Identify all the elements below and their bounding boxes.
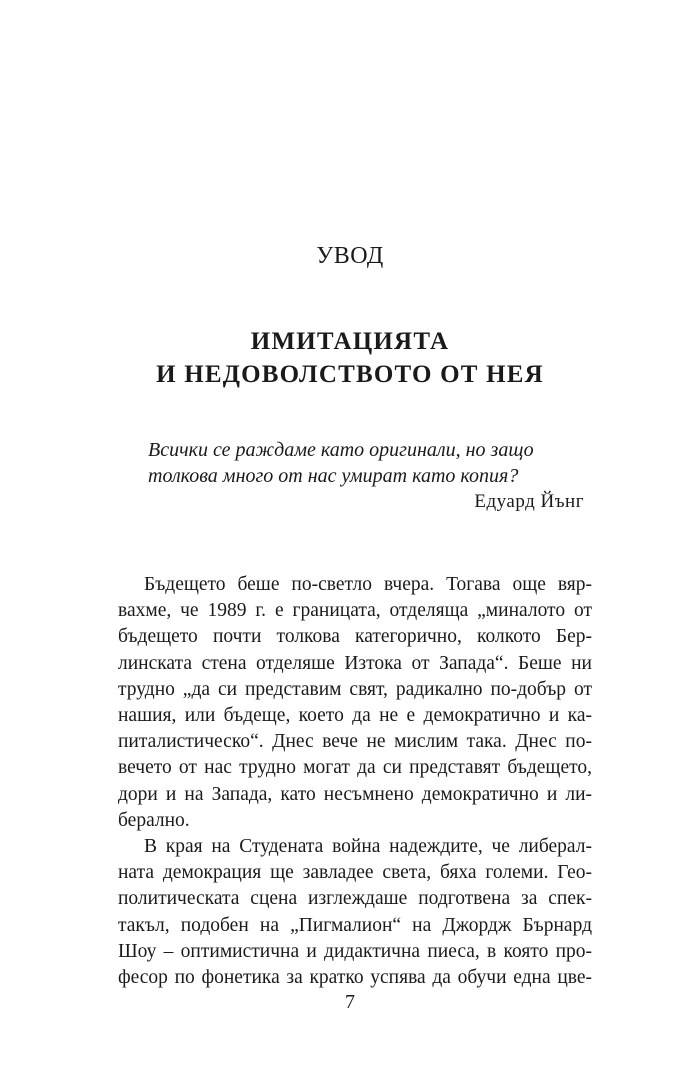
page-number: 7 xyxy=(345,991,355,1013)
text-line: В края на Студената война надеждите, че либерал- xyxy=(144,836,592,858)
text-line: дори и на Запада, като несъмнено демократично и ли- xyxy=(118,783,592,805)
section-label: УВОД xyxy=(316,243,384,269)
text-line: нашия, или бъдеще, което да не е демократично и ка- xyxy=(118,705,592,727)
text-line: фесор по фонетика за кратко успява да обучи една цве- xyxy=(118,967,592,989)
chapter-title xyxy=(0,325,700,391)
epigraph-line: Всички се раждаме като оригинали, но защо xyxy=(148,439,534,461)
paragraph xyxy=(118,572,592,834)
text-line: бъдещето почти толкова категорично, колкото Бер- xyxy=(118,626,592,648)
text-line: трудно „да си представим свят, радикално по-добър от xyxy=(118,678,592,700)
text-line: питалистическо“. Днес вече не мислим така. Днес по- xyxy=(118,731,592,753)
text-line: Бъдещето беше по-светло вчера. Тогава още вяр- xyxy=(144,574,592,595)
text-line: берално. xyxy=(118,809,190,831)
chapter-title-line: ИМИТАЦИЯТА xyxy=(250,328,450,355)
epigraph-line: толкова много от нас умират като копия? xyxy=(148,465,519,487)
text-line: такъл, подобен на „Пигмалион“ на Джордж Бърнард xyxy=(118,914,592,936)
text-line: политическата сцена изглеждаше подготвена за спек- xyxy=(118,888,592,910)
epigraph xyxy=(148,437,584,515)
epigraph-author: Едуард Йънг xyxy=(474,491,584,512)
chapter-title-line: И НЕДОВОЛСТВОТО ОТ НЕЯ xyxy=(156,361,544,388)
text-line: вечето от нас трудно могат да си представят бъдещето, xyxy=(118,757,592,779)
body-text xyxy=(118,572,592,991)
text-line: Шоу – оптимистична и дидактична пиеса, в която про- xyxy=(118,940,592,962)
text-line: линската стена отделяше Изтока от Запада“. Беше ни xyxy=(118,652,592,674)
text-line: ната демокрация ще завладее света, бяха големи. Гео- xyxy=(118,862,592,884)
text-line: вахме, че 1989 г. е границата, отделяща „миналото от xyxy=(118,600,592,622)
paragraph xyxy=(118,834,592,991)
